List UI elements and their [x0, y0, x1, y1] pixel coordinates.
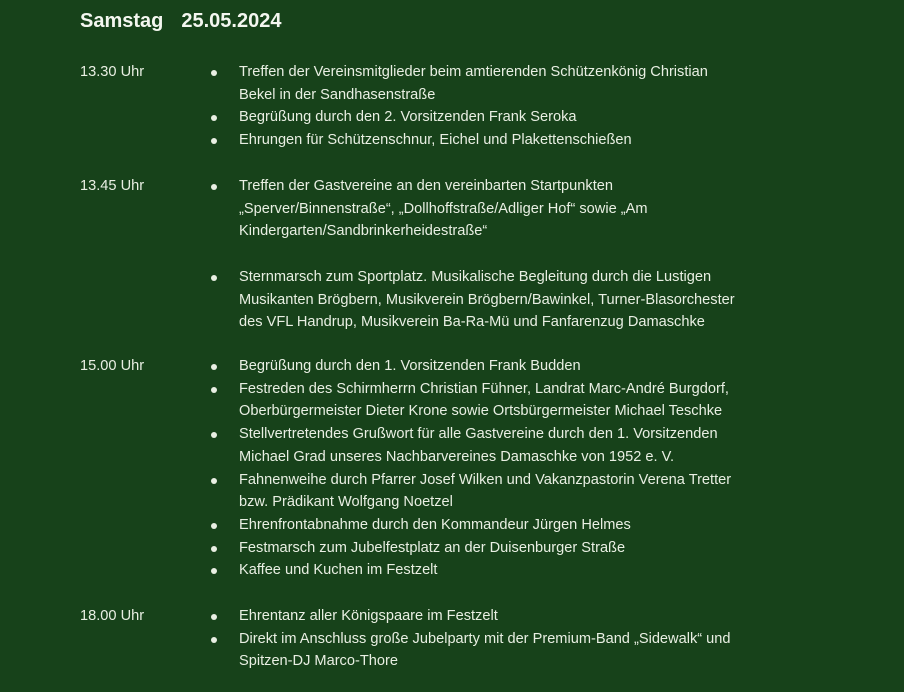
- bullet-icon: [211, 523, 217, 529]
- list-item: [213, 605, 731, 628]
- page-title: [80, 10, 299, 33]
- list-item: [213, 175, 735, 243]
- item-text-line: Direkt im Anschluss große Jubelparty mit der Premium-Band „Sidewalk“ und: [239, 630, 731, 647]
- spacer: [213, 243, 735, 266]
- list-item: [213, 423, 731, 468]
- item-text-line: Sternmarsch zum Sportplatz. Musikalische Begleitung durch die Lustigen: [239, 268, 712, 285]
- bullet-icon: [211, 184, 217, 190]
- item-text-line: Festmarsch zum Jubelfestplatz an der Duisenburger Straße: [239, 539, 626, 556]
- bullet-icon: [211, 115, 217, 121]
- item-text-line: Ehrentanz aller Königspaare im Festzelt: [239, 608, 498, 624]
- bullet-icon: [211, 387, 217, 393]
- time-label: 18.00 Uhr: [80, 608, 145, 624]
- item-text-line: des VFL Handrup, Musikverein Ba-Ra-Mü und Fanfarenzug Damaschke: [239, 314, 705, 331]
- date-label: 25.05.2024: [181, 10, 282, 32]
- item-text-line: Kindergarten/Sandbrinkerheidestraße“: [239, 223, 488, 240]
- item-text-line: Ehrenfrontabnahme durch den Kommandeur Jürgen Helmes: [239, 516, 631, 533]
- item-text-line: Stellvertretendes Grußwort für alle Gastvereine durch den 1. Vorsitzenden: [239, 426, 718, 443]
- bullet-icon: [211, 478, 217, 484]
- item-text-line: Treffen der Gastvereine an den vereinbarten Startpunkten: [239, 178, 613, 194]
- event-list: [213, 61, 708, 152]
- bullet-icon: [211, 568, 217, 574]
- time-label: 13.30 Uhr: [80, 64, 145, 80]
- bullet-icon: [211, 138, 217, 144]
- bullet-icon: [211, 432, 217, 438]
- list-item: [213, 355, 731, 378]
- item-text-line: Musikanten Brögbern, Musikverein Brögbern/Bawinkel, Turner-Blasorchester: [239, 291, 735, 308]
- item-text-line: Festreden des Schirmherrn Christian Fühner, Landrat Marc-André Burgdorf,: [239, 380, 729, 397]
- item-text-line: bzw. Prädikant Wolfgang Noetzel: [239, 494, 453, 511]
- item-text-line: Begrüßung durch den 2. Vorsitzenden Frank Seroka: [239, 109, 577, 126]
- item-text-line: Kaffee und Kuchen im Festzelt: [239, 562, 438, 579]
- list-item: [213, 469, 731, 514]
- time-label: 15.00 Uhr: [80, 358, 145, 374]
- list-item: [213, 106, 708, 129]
- list-item: [213, 628, 731, 673]
- list-item: [213, 129, 708, 152]
- bullet-icon: [211, 275, 217, 281]
- bullet-icon: [211, 70, 217, 76]
- list-item: [213, 559, 731, 582]
- list-item: [213, 378, 731, 423]
- bullet-icon: [211, 614, 217, 620]
- bullet-icon: [211, 546, 217, 552]
- item-text-line: Treffen der Vereinsmitglieder beim amtierenden Schützenkönig Christian: [239, 64, 708, 80]
- list-item: [213, 266, 735, 334]
- item-text-line: Ehrungen für Schützenschnur, Eichel und Plakettenschießen: [239, 132, 632, 149]
- list-item: [213, 514, 731, 537]
- item-text-line: Bekel in der Sandhasenstraße: [239, 86, 436, 103]
- list-item: [213, 537, 731, 560]
- item-text-line: Oberbürgermeister Dieter Krone sowie Ortsbürgermeister Michael Teschke: [239, 403, 723, 420]
- list-item: [213, 61, 708, 106]
- item-text-line: Michael Grad unseres Nachbarvereines Damaschke von 1952 e. V.: [239, 448, 675, 465]
- bullet-icon: [211, 637, 217, 643]
- event-list: [213, 605, 731, 673]
- item-text-line: „Sperver/Binnenstraße“, „Dollhoffstraße/Adliger Hof“ sowie „Am: [239, 200, 648, 217]
- item-text-line: Spitzen-DJ Marco-Thore: [239, 653, 398, 670]
- bullet-icon: [211, 364, 217, 370]
- event-list: [213, 175, 735, 334]
- time-label: 13.45 Uhr: [80, 178, 145, 194]
- event-list: [213, 355, 731, 582]
- item-text-line: Fahnenweihe durch Pfarrer Josef Wilken und Vakanzpastorin Verena Tretter: [239, 471, 732, 488]
- item-text-line: Begrüßung durch den 1. Vorsitzenden Frank Budden: [239, 358, 581, 374]
- day-label: Samstag: [80, 10, 164, 32]
